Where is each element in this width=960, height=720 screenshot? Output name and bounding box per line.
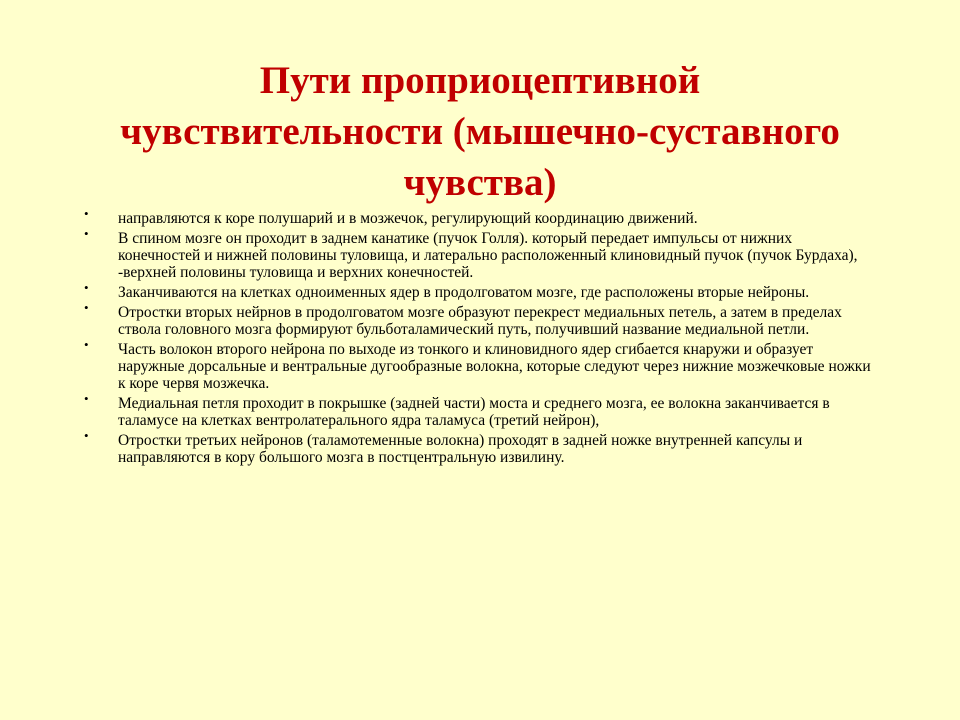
bullet-item [78, 337, 878, 392]
bullet-text: Отростки вторых нейрнов в продолговатом мозге образуют перекрест медиальных петель, а затем в пределах ствола головного мозга формируют бульботаламический путь, получивший название медиальной петли. [118, 304, 842, 338]
bullet-text: В спином мозге он проходит в заднем канатике (пучок Голля). который передает импульсы от нижних конечностей и нижней половины туловища, и латерально расположенный клиновидный пучок (пучок Бурдаха), -верхней половины туловища и верхних конечностей. [118, 230, 858, 281]
bullet-text: Медиальная петля проходит в покрышке (задней части) моста и среднего мозга, ее волокна заканчивается в таламусе на клетках вентролатерального ядра таламуса (третий нейрон), [118, 395, 830, 429]
slide-title [70, 55, 890, 208]
bullet-list [78, 206, 878, 469]
bullet-text: Часть волокон второго нейрона по выходе из тонкого и клиновидного ядер сгибается кнаружи и образует наружные дорсальные и вентральные дугообразные волокна, которые следуют через нижние мозжечковые ножки к коре червя мозжечка. [118, 341, 871, 392]
bullet-text: направляются к коре полушарий и в мозжечок, регулирующий координацию движений. [118, 210, 698, 227]
bullet-dot-icon: • [84, 226, 89, 241]
bullet-item [78, 300, 878, 338]
bullet-dot-icon: • [84, 280, 89, 295]
bullet-text: Заканчиваются на клетках одноименных ядер в продолговатом мозге, где расположены вторые нейроны. [118, 284, 810, 301]
slide-title-line-2: чувствительности (мышечно-суставного [120, 110, 840, 153]
bullet-item [78, 280, 878, 301]
bullet-dot-icon: • [84, 337, 89, 352]
bullet-item [78, 206, 878, 227]
bullet-item [78, 428, 878, 466]
bullet-dot-icon: • [84, 300, 89, 315]
bullet-dot-icon: • [84, 391, 89, 406]
bullet-text: Отростки третьих нейронов (таламотеменные волокна) проходят в задней ножке внутренней капсулы и направляются в кору большого мозга в постцентральную извилину. [118, 432, 803, 466]
slide-title-line-3: чувства) [403, 161, 557, 204]
bullet-dot-icon: • [84, 206, 89, 221]
bullet-item [78, 391, 878, 429]
bullet-item [78, 226, 878, 281]
bullet-dot-icon: • [84, 428, 89, 443]
slide-title-line-1: Пути проприоцептивной [259, 59, 701, 102]
